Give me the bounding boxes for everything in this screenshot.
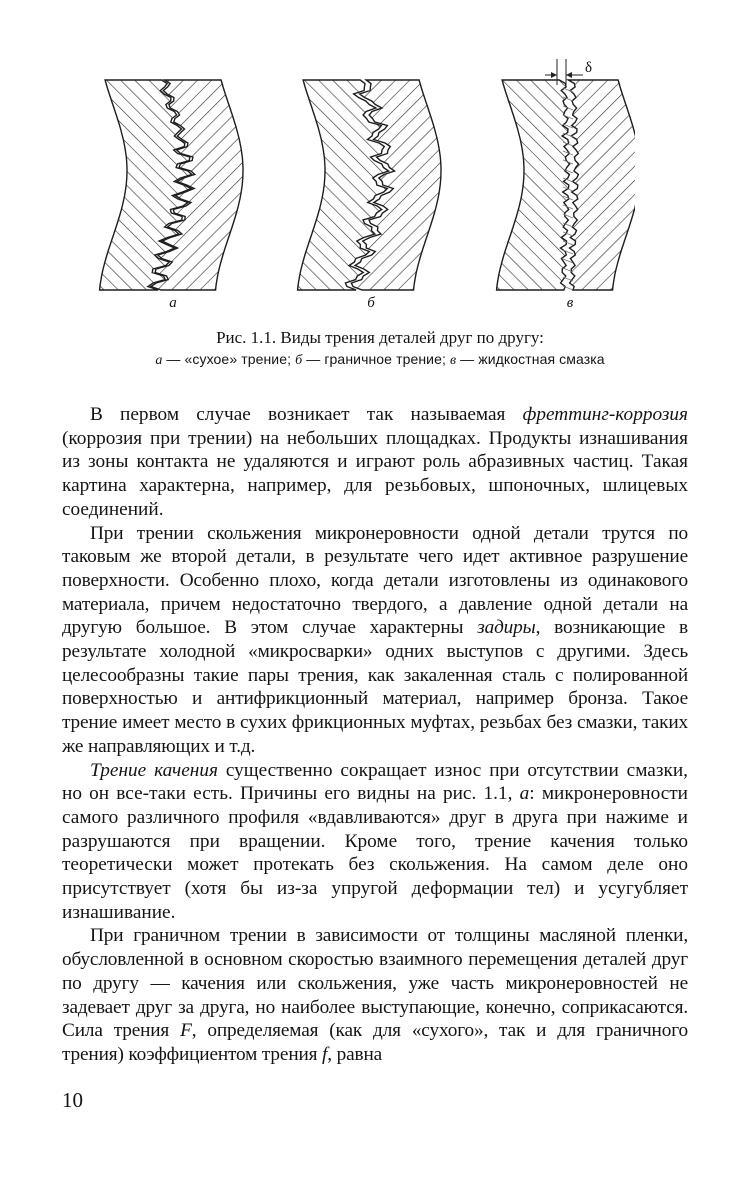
text-run: При трении скольжения микронеровности одной детали трутся по таковым же второй детали, в результате чего идет активное разрушение поверхности. Особенно плохо, когда детали изготовлены из одинакового материала, причем недостаточно твердого, а давление одной детали на другую большое. В этом случае характерны <box>62 522 688 639</box>
caption-legend <box>60 349 700 371</box>
panel-label-b: б <box>367 295 375 311</box>
legend-text-a: — «сухое» трение; <box>162 351 296 367</box>
text-run: При граничном трении в зависимости от толщины масляной пленки, обусловленной в основном скоростью взаимного перемещения деталей друг по другу — качения или скольжения, уже часть микронеровностей не задевает друг за друга, но наиболее выступающие, конечно, соприкасаются. Сила трения <box>62 925 688 1042</box>
figure-caption <box>60 327 700 371</box>
legend-letter-a: а <box>155 353 163 368</box>
paragraph-4 <box>62 924 688 1066</box>
term-fretting: фреттинг-коррозия <box>522 404 688 425</box>
text-run: , равна <box>327 1043 383 1065</box>
body-text <box>62 403 688 1067</box>
legend-text-b: — граничное трение; <box>302 351 450 367</box>
friction-diagram <box>95 55 635 320</box>
panel-label-c: в <box>566 295 574 311</box>
text-run: (коррозия при трении) на небольших площадках. Продукты изнашивания из зоны контакта не удаляются и играют роль абразивных частиц. Такая картина характерна, например, для резьбовых, шпоночных, шлицевых соединений. <box>62 427 688 520</box>
text-run: В первом случае возникает так называемая <box>90 404 523 425</box>
panel-a-dry-friction <box>100 80 243 290</box>
figure-ref-letter: а <box>519 783 530 805</box>
panel-label-a: а <box>169 295 177 311</box>
paragraph-3 <box>62 759 688 925</box>
legend-letter-c: в <box>449 353 457 368</box>
panel-c-liquid-lubrication <box>497 80 635 290</box>
panel-b-boundary-friction <box>298 80 441 290</box>
symbol-F: F <box>180 1020 192 1042</box>
friction-figure <box>95 55 635 320</box>
paragraph-1 <box>62 403 688 522</box>
legend-text-c: — жидкостная смазка <box>456 351 605 367</box>
legend-letter-b: б <box>295 353 303 368</box>
term-scoring: задиры <box>477 617 536 639</box>
text-run: существенно сокращает износ при отсутствии смазки, но он все-таки есть. Причины его видны на рис. 1.1, <box>62 759 688 805</box>
text-run: : микронеровности самого различного профиля «вдавливаются» друг в друга при нажиме и разрушаются при вращении. Кроме того, трение качения только теоретически может протекать без скольжения. На самом деле оно присутствует (хотя бы из-за упругой деформации тел) и усугубляет изнашивание. <box>62 783 688 923</box>
text-run: , возникающие в результате холодной «микросварки» одних выступов с другими. Здесь целесообразны такие пары трения, как закаленная сталь с полированной поверхностью и антифрикционный материал, например бронза. Такое трение имеет место в сухих фрикционных муфтах, резьбах без смазки, таких же направляющих и т.д. <box>62 617 688 757</box>
symbol-f: f <box>322 1043 328 1065</box>
delta-symbol: δ <box>585 60 593 76</box>
paragraph-2 <box>62 522 688 759</box>
caption-title: Рис. 1.1. Виды трения деталей друг по другу: <box>216 328 544 347</box>
text-run: , определяемая (как для «сухого», так и для граничного трения) коэффициентом трения <box>62 1020 688 1065</box>
term-rolling-friction: Трение качения <box>90 759 218 781</box>
page-number: 10 <box>62 1088 83 1112</box>
